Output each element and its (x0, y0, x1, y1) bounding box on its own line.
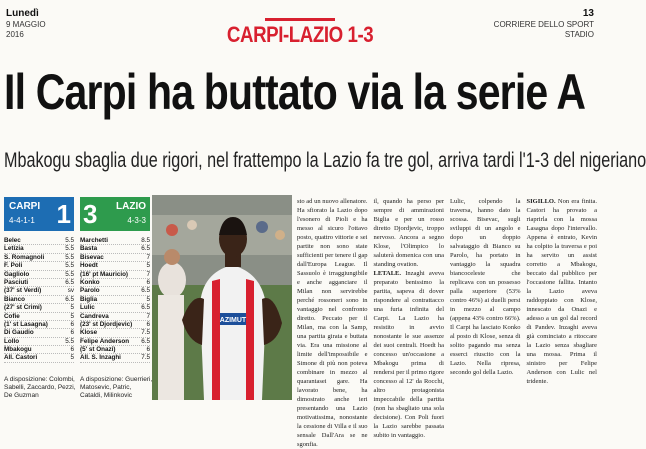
player-name: Belec (4, 237, 21, 244)
carpi-bench: A disposizione: Colombi, Sabelli, Zaccardo, Pezzi, De Guzman (4, 376, 76, 399)
player-row (4, 254, 74, 262)
page-number: 13 (582, 8, 594, 19)
match-photo (152, 195, 292, 400)
player-row (4, 354, 74, 362)
player-grade: 6.5 (141, 287, 150, 295)
player-row (80, 262, 150, 270)
team-header-carpi (4, 197, 74, 231)
player-name: Cofie (4, 312, 20, 320)
player-name: Letizia (4, 245, 24, 253)
player-row (4, 338, 74, 346)
player-grade: 6.5 (65, 278, 74, 286)
player-grade: 6 (146, 320, 150, 328)
shirt-sponsor-text: AZIMUT (219, 317, 247, 324)
newspaper-section: STADIO (564, 30, 594, 39)
article-body (297, 197, 597, 448)
player-row (80, 245, 150, 253)
player-row (80, 279, 150, 287)
player-row (80, 313, 150, 321)
player-name: Marchetti (80, 237, 108, 244)
player-name: Candreva (80, 312, 109, 320)
team-score-lazio: 3 (83, 199, 98, 229)
player-name: (23' st Djordjevic) (80, 320, 133, 328)
player-grade: 8.5 (141, 237, 150, 244)
lineups-box (4, 197, 150, 400)
player-row (4, 262, 74, 270)
player-row (80, 237, 150, 245)
player-row (80, 354, 150, 362)
player-row (80, 254, 150, 262)
date-year: 2016 (6, 30, 24, 39)
player-row (4, 296, 74, 304)
page-header (0, 0, 600, 58)
player-row (80, 346, 150, 354)
player-name: S. Romagnoli (4, 253, 45, 261)
player-grade: 6.5 (141, 337, 150, 345)
date-day: Lunedì (6, 8, 39, 19)
player-name: All. S. Inzaghi (80, 354, 121, 362)
player-name: Lulic (80, 304, 95, 312)
section-title: CARPI-LAZIO 1-3 (226, 22, 374, 47)
section-banner (200, 18, 400, 47)
player-name: Pasciuti (4, 278, 29, 286)
player-grade: 6 (146, 278, 150, 286)
article-column-4 (527, 197, 598, 400)
player-grade: 7 (146, 312, 150, 320)
player-grade: 7.5 (141, 354, 150, 362)
player-grade: 5 (146, 262, 150, 270)
player-row (80, 321, 150, 329)
player-row (4, 329, 74, 337)
player-row (80, 296, 150, 304)
player-name: Bisevac (80, 253, 104, 261)
player-grade: sv (67, 287, 74, 295)
player-row (80, 271, 150, 279)
column-text: Inzaghi aveva preparato benissimo la partita, sapeva di dover rispondere al contrattacco una furia infinita del Carpi. La Lazio ha resistito in avvio nonostante le sue assenze dei suoi centrali. Hoedt ha concesso un'occasione a Mbakogu prima di rendersi per il primo rigore concesso al 12' da Rocchi, altro protagonista impeccabile della partita (non ha sbagliato una sola decisione). Con Poli fuori la Lazio sarebbe passata subito in vantaggio. (373, 270, 444, 439)
player-grade: 6.5 (141, 304, 150, 312)
player-name: Lollo (4, 337, 20, 345)
team-name-lazio: LAZIO (116, 201, 146, 212)
team-score-carpi: 1 (56, 199, 71, 229)
player-grade: 5.5 (65, 337, 74, 345)
player-row (4, 304, 74, 312)
player-name: Mbakogu (4, 346, 32, 354)
player-grade: 6.5 (65, 295, 74, 303)
player-row (80, 338, 150, 346)
player-name: Klose (80, 329, 98, 337)
player-name: All. Castori (4, 354, 38, 362)
player-grade: 6 (70, 346, 74, 354)
player-row (4, 237, 74, 245)
player-name: F. Poli (4, 262, 23, 270)
article-column-1 (297, 197, 368, 448)
player-grade: 5 (70, 304, 74, 312)
column-text: sto ad un nuovo allenatore. Ha sfiorato la Lazio dopo l'esonero di Pioli e ha messo al sicuro l'ottavo posto, quattro vittorie e sei partite non sono state sufficienti per tenere il gap dall'Europa League. Il Sassuolo è irraggiungibile e anche agganciare il Milan non servirebbe perché rossoneri sono in vantaggio nel confronto diretto. Peccato per il Milan, ma con la Samp, una partita girata e buttata via. Era una missione al limite dell'impossibile e Simone di più non poteva combinare in mezzo al quarantasei gare. Ha lavorato bene, ha dimostrato anche ieri presentando una Lazio motivatissima, nonostante la cessione di Villa e il suo sensale Dall'Ara se ne sgonfia. (297, 198, 368, 448)
team-formation-lazio: 4-3-3 (127, 216, 146, 225)
player-grade: 5.5 (65, 253, 74, 261)
column-text: il, quando ha perso per sempre di ammirazioni Biglia e per un rosso diretto Djordjevic, troppo nervoso. Ancora a segno Klose, l'Olimpico lo saluterà domenica con una standing ovation. (373, 198, 444, 268)
player-photo-illustration (152, 195, 292, 400)
team-name-carpi: CARPI (9, 201, 41, 212)
lazio-player-list (80, 237, 150, 363)
player-name: Gagliolo (4, 270, 30, 278)
player-row (80, 287, 150, 295)
player-grade: 5 (70, 312, 74, 320)
subheadline: Mbakogu sbaglia due rigori, nel frattempo la Lazio fa tre gol, arriva tardi l'1-3 del nigeriano (4, 149, 646, 172)
player-grade: 7 (146, 253, 150, 261)
player-name: Basta (80, 245, 98, 253)
player-grade: 6.5 (141, 245, 150, 253)
player-name: Parolo (80, 287, 100, 295)
player-grade: 5.5 (65, 270, 74, 278)
player-grade: 7.5 (141, 329, 150, 337)
article-column-3 (450, 197, 521, 400)
player-name: Biglia (80, 295, 98, 303)
player-row (4, 346, 74, 354)
newspaper-name (484, 20, 594, 40)
player-row (4, 313, 74, 321)
player-grade: 7 (146, 270, 150, 278)
player-grade: 5.5 (65, 245, 74, 253)
date-daymonth: 9 MAGGIO (6, 20, 46, 29)
date (6, 20, 66, 40)
carpi-player-list (4, 237, 74, 363)
player-name: (1' st Lasagna) (4, 320, 48, 328)
team-header-lazio (80, 197, 150, 231)
column-text: Lulic, colpendo la traversa, hanno dato la scossa. Bisevac, sugli sviluppi di un angolo e dopo un doppio salvataggio di Bianco su Parolo, ha portato in vantaggio la squadra biancoceleste che replicava con un possesso palla superiore (53% contro 46%) ai duelli persi in mezzo al campo (appena 43% contro 66%). Il Carpi ha lasciato Konko al posto di Klose, senza di solito pagando ma senza esserci riuscito con la Lazio. Nella ripresa, secondo gol della Lazio. (450, 198, 521, 376)
section-rule (265, 18, 335, 21)
team-formation-carpi: 4-4-1-1 (9, 216, 35, 225)
player-name: Di Gaudio (4, 329, 34, 337)
player-row (4, 321, 74, 329)
player-name: (37' st Verdi) (4, 287, 42, 295)
newspaper-title: CORRIERE DELLO SPORT (493, 20, 594, 29)
player-grade: 6 (70, 329, 74, 337)
article-column-2 (373, 197, 445, 439)
player-grade: 5 (146, 295, 150, 303)
headline: Il Carpi ha buttato via la serie A (4, 64, 586, 120)
player-row (4, 271, 74, 279)
player-name: Hoedt (80, 262, 98, 270)
lazio-bench: A disposizione: Guerrieri, Matosevic, Patric, Cataldi, Milinkovic (80, 376, 153, 399)
player-row (4, 245, 74, 253)
player-row (80, 304, 150, 312)
column-text: Non era finita. Castori ha provato a riaprirla con la mossa Lasagna dopo l'intervallo. Appena è entrato, Kevin ha colpito la traversa e poi ha servito un assist corretto a Mbakogu, beccato dal pubblico per l'occasione fallita. Intanto la Lazio aveva raddoppiato con Klose, innescato da Onazi e adesso a un gol dal record di Pandev. Inzaghi aveva già cominciato a ritoccare la Lazio senza sbagliare una mossa. Prima il sinistro per Felipe Anderson con Lulic nel tridente. (526, 198, 597, 385)
player-grade: 6 (146, 346, 150, 354)
player-row (80, 329, 150, 337)
player-grade: 6 (70, 320, 74, 328)
player-name: (5' st Onazi) (80, 346, 116, 354)
player-grade: 5.5 (65, 237, 74, 244)
column-lead: SIGILLO. (526, 198, 556, 205)
player-grade: 5.5 (65, 262, 74, 270)
player-name: Konko (80, 278, 100, 286)
player-row (4, 279, 74, 287)
player-name: Felipe Anderson (80, 337, 130, 345)
player-name: Bianco (4, 295, 25, 303)
player-name: (27' st Crimi) (4, 304, 42, 312)
player-row (4, 287, 74, 295)
player-grade: 5 (70, 354, 74, 362)
player-name: (16' pt Mauricio) (80, 270, 129, 278)
column-lead: LETALE. (373, 270, 402, 277)
